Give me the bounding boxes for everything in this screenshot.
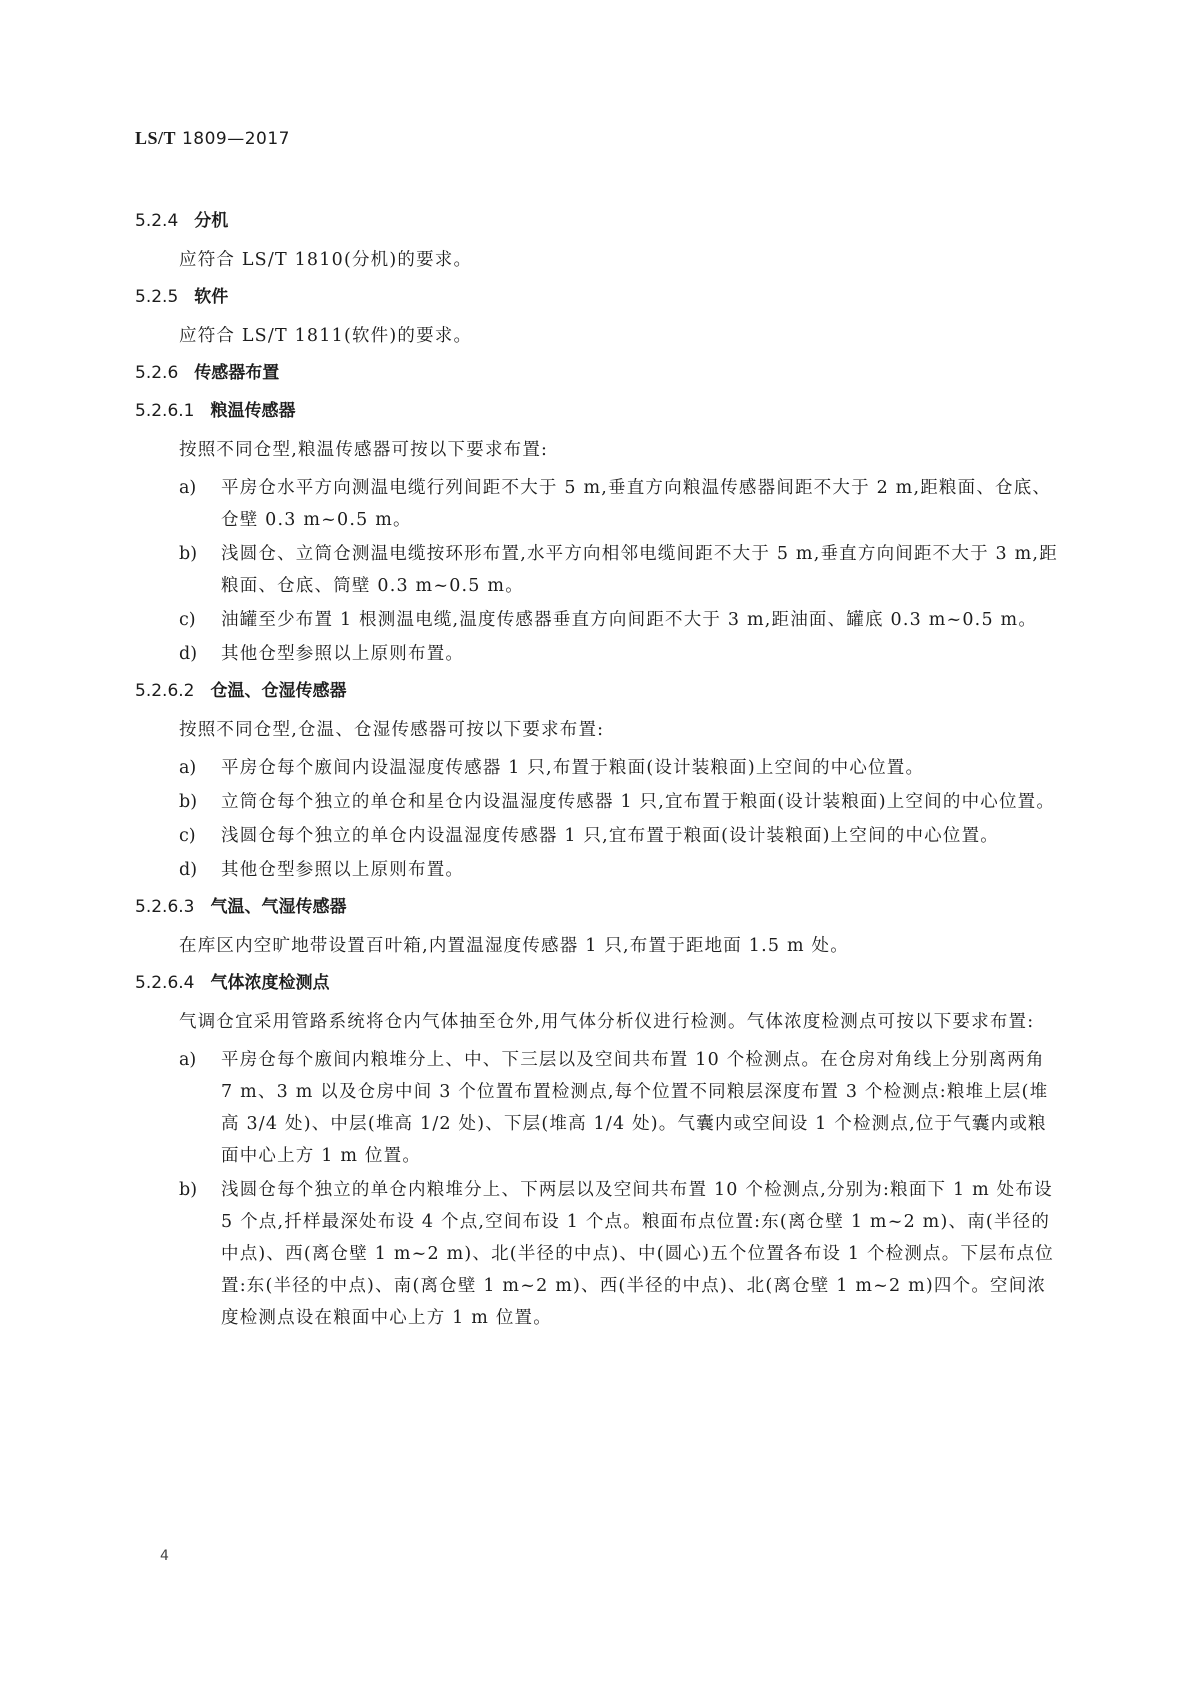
list-item: d) 其他仓型参照以上原则布置。	[179, 644, 465, 664]
section-intro-5-2-6-1: 按照不同仓型,粮温传感器可按以下要求布置:	[179, 440, 549, 460]
section-heading-5-2-6-4: 5.2.6.4 气体浓度检测点	[135, 973, 330, 993]
section-heading-5-2-4: 5.2.4 分机	[135, 211, 229, 231]
list-item: c) 浅圆仓每个独立的单仓内设温湿度传感器 1 只,宜布置于粮面(设计装粮面)上空间的中心位置。	[179, 826, 999, 846]
section-heading-5-2-6-3: 5.2.6.3 气温、气湿传感器	[135, 897, 347, 917]
section-text-5-2-6-3: 在库区内空旷地带设置百叶箱,内置温湿度传感器 1 只,布置于距地面 1.5 m 处。	[179, 936, 849, 956]
document-code	[135, 128, 290, 149]
standard-number: 1809—2017	[181, 129, 290, 149]
document-body	[135, 200, 1060, 1340]
section-intro-5-2-6-2: 按照不同仓型,仓温、仓湿传感器可按以下要求布置:	[179, 720, 605, 740]
section-text-5-2-5: 应符合 LS/T 1811(软件)的要求。	[179, 326, 473, 346]
list-item: b) 立筒仓每个独立的单仓和星仓内设温湿度传感器 1 只,宜布置于粮面(设计装粮面)上空间的中心位置。	[179, 792, 1056, 812]
list-item: d) 其他仓型参照以上原则布置。	[179, 860, 465, 880]
list-item: c) 油罐至少布置 1 根测温电缆,温度传感器垂直方向间距不大于 3 m,距油面、罐底 0.3 m~0.5 m。	[179, 610, 1038, 630]
section-heading-5-2-6-2: 5.2.6.2 仓温、仓湿传感器	[135, 681, 347, 701]
list-item: a) 平房仓每个廒间内粮堆分上、中、下三层以及空间共布置 10 个检测点。在仓房对角线上分别离两角 7 m、3 m 以及仓房中间 3 个位置布置检测点,每个位置不同粮层深度布置 3 个检测点:粮堆上层(堆高 3/4 处)、中层(堆高 1/2 处)、下层(堆高 1/4 处)。气囊内或空间设 1 个检测点,位于气囊内或粮面中心上方 1 m 位置。	[179, 1050, 1049, 1166]
list-5-2-6-2	[135, 752, 1060, 886]
standard-prefix: LS/T	[135, 128, 177, 148]
list-item: a) 平房仓每个廒间内设温湿度传感器 1 只,布置于粮面(设计装粮面)上空间的中心位置。	[179, 758, 925, 778]
list-item: b) 浅圆仓、立筒仓测温电缆按环形布置,水平方向相邻电缆间距不大于 5 m,垂直方向间距不大于 3 m,距粮面、仓底、筒壁 0.3 m~0.5 m。	[179, 544, 1058, 596]
list-item: b) 浅圆仓每个独立的单仓内粮堆分上、下两层以及空间共布置 10 个检测点,分别为:粮面下 1 m 处布设 5 个点,扦样最深处布设 4 个点,空间布设 1 个点。粮面布点位置:东(离仓壁 1 m~2 m)、南(半径的中点)、西(离仓壁 1 m~2 m)、北(半径的中点)、中(圆心)五个位置各布设 1 个检测点。下层布点位置:东(半径的中点)、南(离仓壁 1 m~2 m)、西(半径的中点)、北(离仓壁 1 m~2 m)四个。空间浓度检测点设在粮面中心上方 1 m 位置。	[179, 1180, 1054, 1328]
list-item: a) 平房仓水平方向测温电缆行列间距不大于 5 m,垂直方向粮温传感器间距不大于 2 m,距粮面、仓底、仓壁 0.3 m~0.5 m。	[179, 478, 1052, 530]
list-5-2-6-1	[135, 472, 1060, 670]
section-heading-5-2-6-1: 5.2.6.1 粮温传感器	[135, 401, 296, 421]
section-intro-5-2-6-4: 气调仓宜采用管路系统将仓内气体抽至仓外,用气体分析仪进行检测。气体浓度检测点可按以下要求布置:	[179, 1012, 1035, 1032]
page-number: 4	[160, 1548, 169, 1564]
section-heading-5-2-5: 5.2.5 软件	[135, 287, 229, 307]
list-5-2-6-4	[135, 1044, 1060, 1334]
section-heading-5-2-6: 5.2.6 传感器布置	[135, 363, 280, 383]
section-text-5-2-4: 应符合 LS/T 1810(分机)的要求。	[179, 250, 473, 270]
